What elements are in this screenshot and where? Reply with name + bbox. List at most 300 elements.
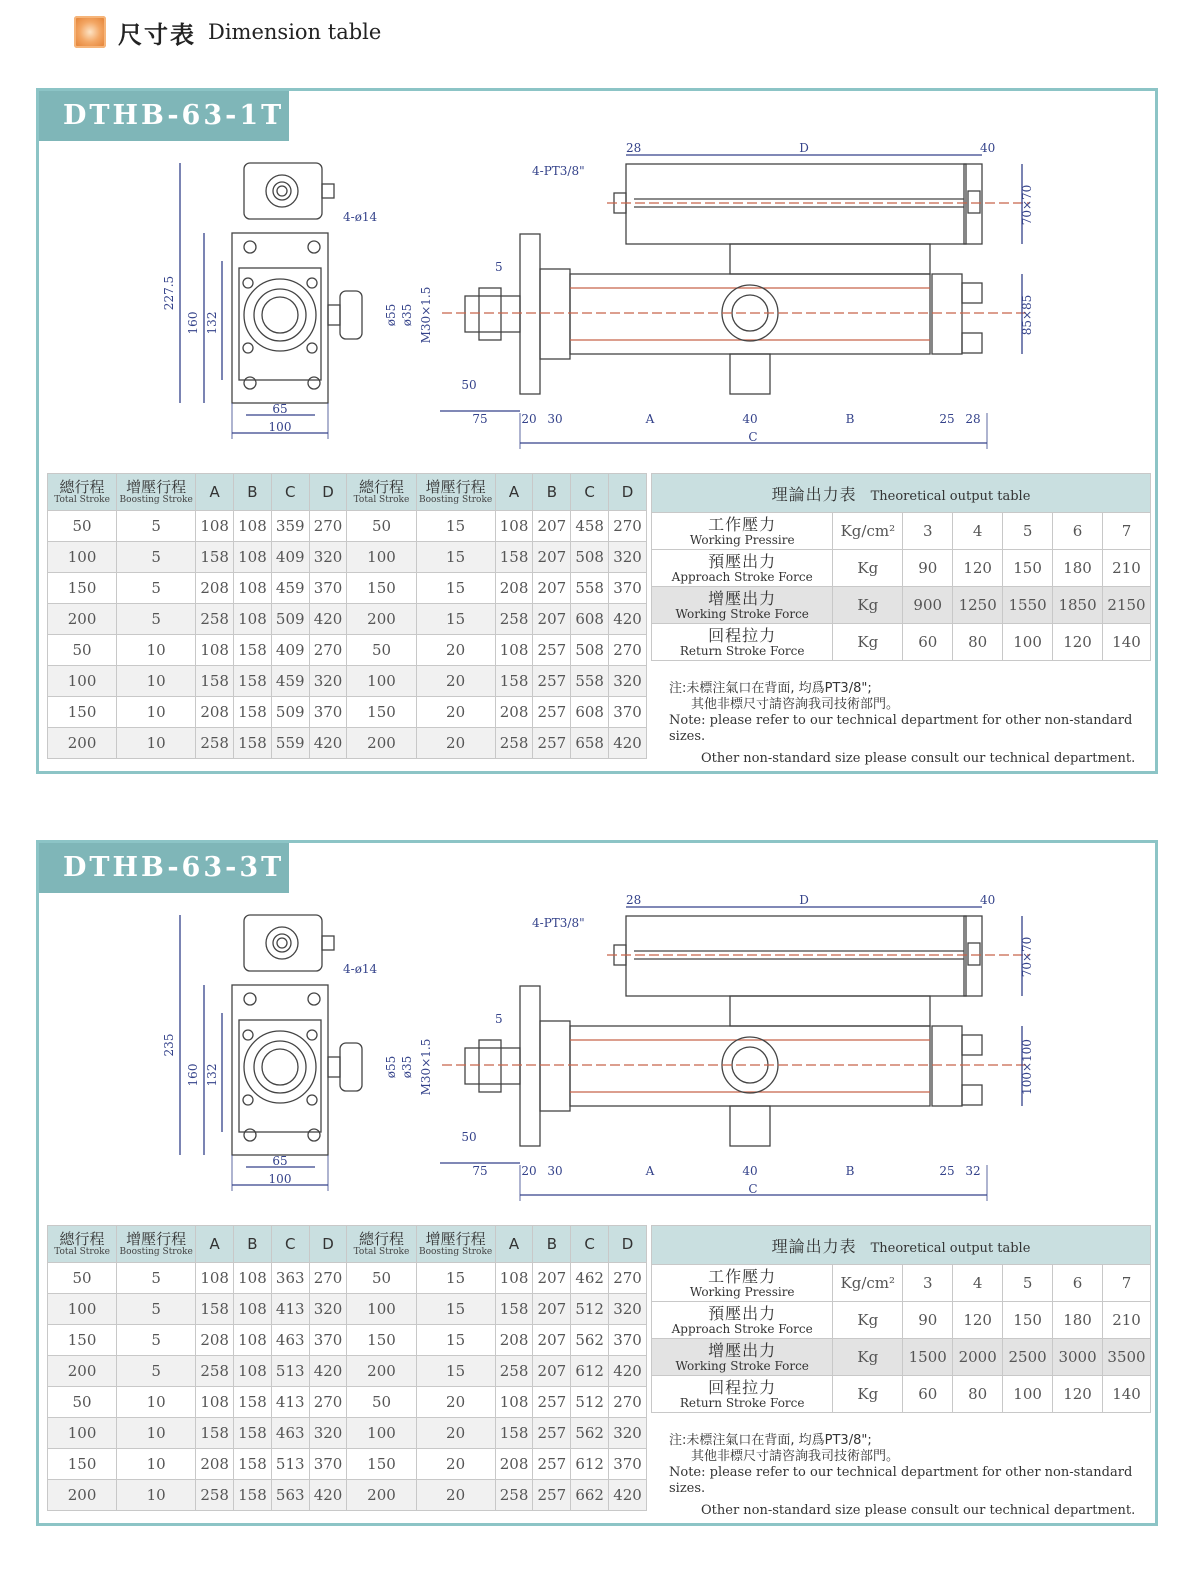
output-value: 120 [1053,1376,1103,1413]
dimension-body [48,1263,647,1511]
header-cn: C [284,483,296,501]
table-cell: 258 [495,1480,533,1511]
output-value: 2500 [1003,1339,1053,1376]
dim-top-d: D [799,143,809,155]
table-row [48,573,647,604]
table-cell: 100 [48,542,117,573]
table-cell: 462 [571,1263,609,1294]
dim-w25: 25 [939,412,955,426]
dimension-header-cell [271,474,309,511]
table-cell: 15 [416,573,495,604]
table-cell: 20 [416,728,495,759]
dimension-header-cell [196,1226,234,1263]
dim-sq-main: 85×85 [1020,294,1034,336]
table-cell: 420 [309,728,347,759]
table-cell: 320 [309,542,347,573]
table-cell: 15 [416,1294,495,1325]
output-label-cn: 工作壓力 [708,1266,777,1286]
table-cell: 10 [117,1449,196,1480]
table-cell: 5 [117,604,196,635]
dim-label-b: B [845,1164,855,1178]
table-cell: 200 [48,604,117,635]
table-cell: 150 [48,573,117,604]
table-cell: 509 [271,697,309,728]
dim-w30: 30 [547,412,563,426]
output-unit: Kg [833,550,903,587]
table-cell: 158 [495,666,533,697]
output-value: 7 [1103,513,1151,550]
dim-sq-top: 70×70 [1020,184,1034,226]
table-cell: 20 [416,697,495,728]
table-cell: 207 [533,1356,571,1387]
dim-d55: ø55 [384,303,398,327]
output-value: 60 [903,1376,953,1413]
table-cell: 370 [309,573,347,604]
dim-label-a: A [645,412,655,426]
model-title: DTHB-63-3T [39,843,289,893]
dim-d35: ø35 [400,303,414,327]
table-cell: 100 [347,542,416,573]
table-cell: 158 [234,1449,272,1480]
table-cell: 258 [196,1480,234,1511]
table-cell: 320 [309,1294,347,1325]
header-cn: 增壓行程 [126,478,187,496]
output-value: 5 [1003,513,1053,550]
output-label-en: Approach Stroke Force [671,1321,813,1336]
table-row [48,542,647,573]
table-cell: 108 [234,1325,272,1356]
table-cell: 150 [347,1325,416,1356]
table-cell: 257 [533,635,571,666]
table-cell: 658 [571,728,609,759]
output-label [652,1265,833,1302]
table-cell: 20 [416,1449,495,1480]
output-unit: Kg [833,1339,903,1376]
note-line-3: Note: please refer to our technical department for other non-standard sizes. [669,713,1133,744]
header-cn: B [546,1235,557,1253]
output-unit: Kg/cm² [833,513,903,550]
header-en: Boosting Stroke [418,495,493,505]
header-cn: A [209,1235,220,1253]
table-cell: 5 [117,1325,196,1356]
output-label-en: Return Stroke Force [679,1395,805,1410]
header-cn: 總行程 [358,1230,404,1248]
table-row [48,511,647,542]
table-cell: 108 [234,1294,272,1325]
header-en: Total Stroke [54,1247,110,1257]
table-cell: 320 [609,1294,647,1325]
dimension-header-cell [271,1226,309,1263]
header-title-en: Dimension table [208,20,382,44]
table-cell: 207 [533,511,571,542]
output-value: 3500 [1103,1339,1151,1376]
table-cell: 158 [196,666,234,697]
dim-top-left: 28 [626,895,642,907]
table-cell: 5 [117,1263,196,1294]
table-cell: 108 [234,511,272,542]
output-title-cn: 理論出力表 [771,484,857,504]
table-cell: 158 [196,1294,234,1325]
dim-w50: 50 [461,378,477,392]
dimension-header-cell [117,474,196,511]
table-cell: 270 [309,1387,347,1418]
output-value: 120 [1053,624,1103,661]
table-cell: 508 [571,635,609,666]
table-cell: 413 [271,1294,309,1325]
output-label-cn: 回程拉力 [708,1377,777,1397]
table-cell: 158 [234,728,272,759]
table-cell: 208 [495,573,533,604]
output-unit: Kg [833,587,903,624]
table-cell: 158 [234,1418,272,1449]
output-body [652,513,1151,661]
table-cell: 10 [117,728,196,759]
note-block [669,1433,1149,1519]
output-label-en: Approach Stroke Force [671,569,813,584]
table-cell: 270 [609,1263,647,1294]
table-cell: 158 [196,1418,234,1449]
table-row [48,1356,647,1387]
table-cell: 208 [495,1325,533,1356]
dim-h-inner: 132 [205,1063,219,1087]
note-line-4: Other non-standard size please consult our technical department. [701,751,1136,766]
header-en: Total Stroke [353,1247,410,1257]
output-row [652,1376,1151,1413]
table-cell: 612 [571,1356,609,1387]
table-row [48,728,647,759]
table-cell: 15 [416,542,495,573]
output-value: 100 [1003,1376,1053,1413]
dimension-header-cell [495,474,533,511]
dim-w28: 28 [965,412,981,426]
output-value: 1250 [953,587,1003,624]
table-cell: 413 [271,1387,309,1418]
header-cn: B [247,483,258,501]
output-label-en: Working Stroke Force [675,1358,809,1373]
output-row [652,1265,1151,1302]
table-cell: 409 [271,635,309,666]
table-cell: 207 [533,1263,571,1294]
output-value: 4 [953,513,1003,550]
dimension-header-cell [48,1226,117,1263]
output-value: 4 [953,1265,1003,1302]
table-cell: 100 [48,666,117,697]
table-cell: 200 [347,1480,416,1511]
dimension-header-cell [571,1226,609,1263]
dim-w25: 25 [939,1164,955,1178]
table-cell: 420 [309,1356,347,1387]
header-cn: C [584,1235,595,1253]
header-cn: C [284,1235,296,1253]
output-value: 150 [1003,550,1053,587]
dimension-header-cell [609,474,647,511]
output-value: 80 [953,624,1003,661]
table-cell: 100 [347,666,416,697]
hole-note: 4-ø14 [343,962,378,976]
dim-w75: 75 [472,412,488,426]
table-cell: 108 [234,1356,272,1387]
table-cell: 208 [495,697,533,728]
dim-sq-main: 100×100 [1020,1039,1034,1095]
table-cell: 108 [196,511,234,542]
table-cell: 108 [495,1387,533,1418]
page-header [74,14,381,50]
dim-label-c: C [748,1182,758,1196]
output-unit: Kg/cm² [833,1265,903,1302]
dimension-header-cell [495,1226,533,1263]
header-cn: A [508,483,520,501]
table-cell: 207 [533,573,571,604]
output-label [652,1339,833,1376]
table-cell: 459 [271,666,309,697]
header-cn: 總行程 [59,1230,105,1248]
table-row [48,1325,647,1356]
table-cell: 257 [533,1449,571,1480]
header-en: Boosting Stroke [119,1247,193,1257]
table-cell: 108 [196,1263,234,1294]
output-label-cn: 回程拉力 [708,625,777,645]
table-cell: 258 [196,728,234,759]
table-row [48,1294,647,1325]
table-cell: 562 [571,1325,609,1356]
table-cell: 15 [416,1356,495,1387]
output-label-cn: 預壓出力 [708,1303,777,1323]
output-value: 100 [1003,624,1053,661]
table-cell: 158 [495,1294,533,1325]
dimension-header-cell [533,474,571,511]
output-unit: Kg [833,624,903,661]
table-cell: 512 [571,1387,609,1418]
output-value: 80 [953,1376,1003,1413]
table-cell: 509 [271,604,309,635]
output-row [652,550,1151,587]
hole-note: 4-ø14 [343,210,378,224]
dim-w50: 50 [461,1130,477,1144]
table-cell: 158 [234,1480,272,1511]
table-cell: 363 [271,1263,309,1294]
table-cell: 15 [416,511,495,542]
table-cell: 458 [571,511,609,542]
table-cell: 370 [309,1449,347,1480]
output-label-en: Working Stroke Force [675,606,809,621]
header-cn: C [584,483,595,501]
dimension-table [47,473,647,759]
table-cell: 50 [48,635,117,666]
table-cell: 100 [347,1418,416,1449]
table-row [48,666,647,697]
table-cell: 50 [48,511,117,542]
table-cell: 207 [533,604,571,635]
table-cell: 420 [609,1480,647,1511]
table-cell: 420 [309,1480,347,1511]
table-cell: 20 [416,635,495,666]
table-cell: 20 [416,666,495,697]
output-value: 1550 [1003,587,1053,624]
dimension-header-cell [48,474,117,511]
table-cell: 108 [234,1263,272,1294]
header-cn: A [209,483,220,501]
table-cell: 108 [196,1387,234,1418]
table-cell: 150 [347,1449,416,1480]
dim-w-inner: 65 [272,1154,288,1168]
table-cell: 10 [117,635,196,666]
table-cell: 150 [347,697,416,728]
output-row [652,624,1151,661]
output-value: 1850 [1053,587,1103,624]
output-value: 140 [1103,624,1151,661]
header-cn: 總行程 [59,478,105,496]
table-cell: 200 [48,728,117,759]
table-cell: 513 [271,1356,309,1387]
table-cell: 200 [347,728,416,759]
dimension-header-cell [416,1226,495,1263]
dimension-header-row [48,1226,647,1263]
table-row [48,1387,647,1418]
output-title [652,474,1151,513]
table-cell: 320 [609,1418,647,1449]
table-cell: 258 [495,1356,533,1387]
table-cell: 50 [347,1263,416,1294]
dim-h-flange: 160 [186,1063,200,1087]
dimension-header-cell [309,474,347,511]
table-cell: 20 [416,1418,495,1449]
output-title-cn: 理論出力表 [771,1236,857,1256]
table-cell: 100 [48,1294,117,1325]
table-cell: 420 [609,604,647,635]
output-value: 2150 [1103,587,1151,624]
table-cell: 158 [495,1418,533,1449]
note-line-2: 其他非標尺寸請咨詢我司技術部門。 [691,1449,900,1464]
table-cell: 108 [196,635,234,666]
output-value: 1500 [903,1339,953,1376]
output-value: 3000 [1053,1339,1103,1376]
table-cell: 108 [495,635,533,666]
table-cell: 200 [48,1356,117,1387]
output-label [652,1302,833,1339]
table-cell: 257 [533,728,571,759]
header-cn: 增壓行程 [425,1230,486,1248]
note-line-2: 其他非標尺寸請咨詢我司技術部門。 [691,697,900,712]
output-row [652,587,1151,624]
table-cell: 320 [309,666,347,697]
table-cell: 20 [416,1387,495,1418]
table-cell: 320 [609,666,647,697]
dim-d35: ø35 [400,1055,414,1079]
table-cell: 150 [347,573,416,604]
note-line-1: 注:未標注氣口在背面, 均爲PT3/8"; [669,1433,872,1448]
table-cell: 158 [234,1387,272,1418]
output-label-en: Working Pressire [689,1284,795,1299]
table-row [48,1263,647,1294]
table-cell: 158 [196,542,234,573]
header-cn: D [322,483,334,501]
table-cell: 50 [48,1387,117,1418]
dim-w30: 30 [547,1164,563,1178]
dimension-header-cell [571,474,609,511]
table-row [48,1480,647,1511]
output-value: 6 [1053,513,1103,550]
dim-w20: 20 [521,412,537,426]
table-cell: 320 [309,1418,347,1449]
table-cell: 108 [234,604,272,635]
table-cell: 370 [609,697,647,728]
table-cell: 200 [48,1480,117,1511]
model-title: DTHB-63-1T [39,91,289,141]
dim-h-total: 227.5 [162,275,176,311]
header-en: Total Stroke [54,495,110,505]
table-cell: 258 [196,604,234,635]
table-cell: 370 [309,1325,347,1356]
output-value: 90 [903,550,953,587]
output-value: 60 [903,624,953,661]
table-cell: 558 [571,573,609,604]
table-cell: 320 [609,542,647,573]
dim-sq-top: 70×70 [1020,936,1034,978]
table-cell: 270 [309,511,347,542]
dim-top-left: 28 [626,143,642,155]
table-cell: 513 [271,1449,309,1480]
output-value: 180 [1053,1302,1103,1339]
dim-w-inner: 65 [272,402,288,416]
table-cell: 15 [416,1325,495,1356]
dim-label-b: B [845,412,855,426]
output-value: 3 [903,513,953,550]
dim-h-total: 235 [162,1033,176,1057]
table-cell: 512 [571,1294,609,1325]
output-label [652,513,833,550]
header-en: Total Stroke [353,495,410,505]
table-cell: 100 [347,1294,416,1325]
table-cell: 608 [571,604,609,635]
table-cell: 108 [234,542,272,573]
dimension-header-cell [347,474,416,511]
table-cell: 270 [609,511,647,542]
dim-w-outer: 100 [268,1172,292,1186]
dim-d55: ø55 [384,1055,398,1079]
table-cell: 370 [609,573,647,604]
table-cell: 207 [533,542,571,573]
table-cell: 508 [571,542,609,573]
table-cell: 10 [117,666,196,697]
table-cell: 50 [48,1263,117,1294]
dimension-header-cell [234,474,272,511]
output-title [652,1226,1151,1265]
table-cell: 559 [271,728,309,759]
table-cell: 257 [533,1480,571,1511]
table-cell: 563 [271,1480,309,1511]
table-cell: 420 [309,604,347,635]
dim-w20: 20 [521,1164,537,1178]
output-value: 150 [1003,1302,1053,1339]
table-row [48,604,647,635]
product-panel-1 [36,88,1158,774]
table-cell: 150 [48,1449,117,1480]
technical-drawing [39,143,1155,473]
dimension-header-cell [234,1226,272,1263]
dim-top-right: 40 [980,895,996,907]
table-cell: 5 [117,542,196,573]
table-cell: 108 [495,1263,533,1294]
table-cell: 208 [196,573,234,604]
technical-drawing [39,895,1155,1225]
output-body [652,1265,1151,1413]
table-cell: 359 [271,511,309,542]
output-value: 210 [1103,550,1151,587]
table-cell: 158 [495,542,533,573]
table-cell: 5 [117,511,196,542]
table-cell: 257 [533,697,571,728]
table-row [48,635,647,666]
